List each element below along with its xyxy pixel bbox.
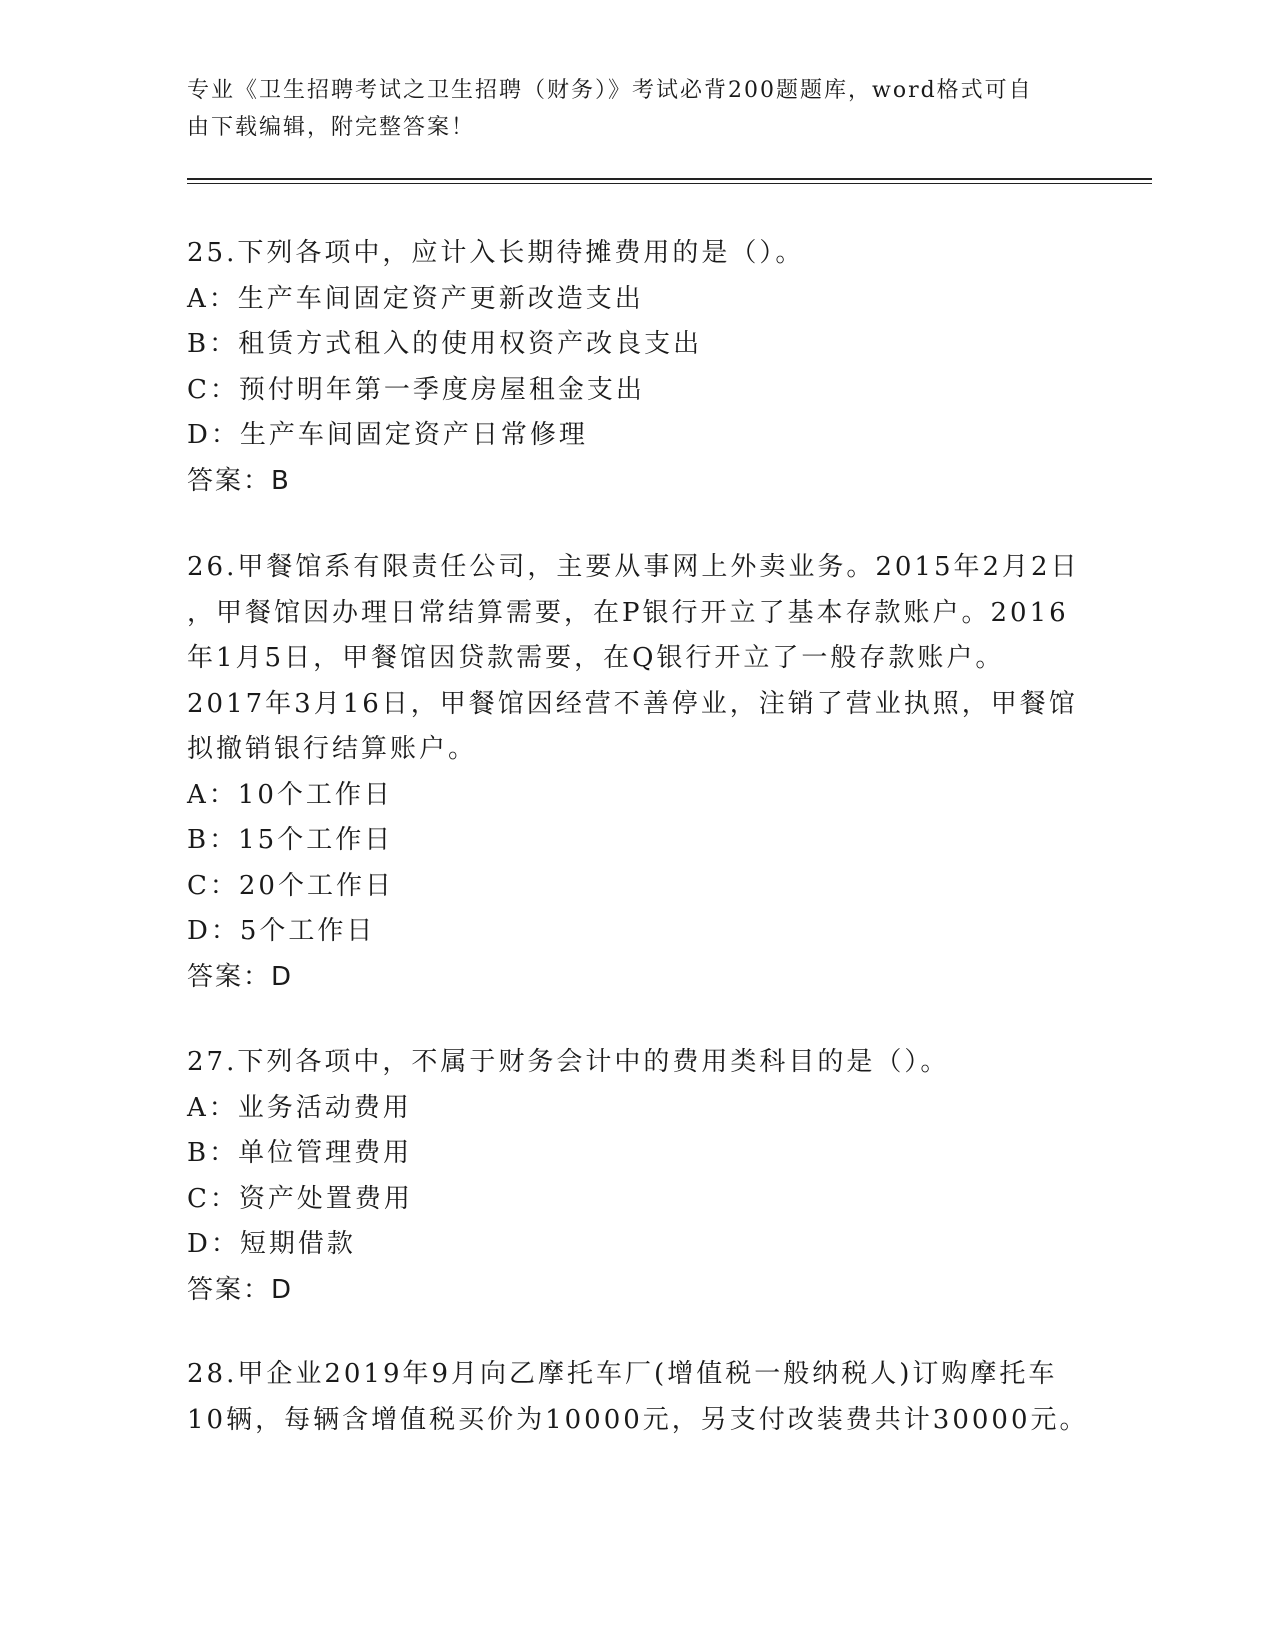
question-stem-line-1: 28.甲企业2019年9月向乙摩托车厂(增值税一般纳税人)订购摩托车	[187, 1359, 1058, 1389]
answer: 答案：B	[187, 465, 291, 496]
header-line-1: 专业《卫生招聘考试之卫生招聘（财务）》考试必背200题题库，word格式可自	[187, 78, 1033, 103]
document-header	[187, 72, 1067, 146]
answer: 答案：D	[187, 961, 294, 992]
header-line-2: 由下载编辑，附完整答案！	[187, 115, 476, 140]
header-divider-thin	[187, 183, 1152, 184]
option-c: C：资产处置费用	[187, 1183, 413, 1214]
question-stem-line-3: 年1月5日，甲餐馆因贷款需要，在Q银行开立了一般存款账户。	[187, 643, 1005, 673]
option-a: A：生产车间固定资产更新改造支出	[187, 283, 644, 314]
answer: 答案：D	[187, 1274, 294, 1305]
question-stem-line-2: 10辆，每辆含增值税买价为10000元，另支付改装费共计30000元。	[187, 1404, 1089, 1435]
question-stem: 25.下列各项中，应计入长期待摊费用的是（）。	[187, 238, 805, 268]
option-c: C：预付明年第一季度房屋租金支出	[187, 374, 645, 405]
option-b: B：租赁方式租入的使用权资产改良支出	[187, 329, 703, 359]
question-stem-line-2: ，甲餐馆因办理日常结算需要，在P银行开立了基本存款账户。2016	[187, 597, 1069, 628]
option-d: D：5个工作日	[187, 916, 376, 946]
question-28	[187, 1352, 1087, 1443]
question-27	[187, 1040, 1087, 1313]
question-26	[187, 545, 1087, 1000]
header-divider-thick	[187, 178, 1152, 180]
question-stem-line-1: 26.甲餐馆系有限责任公司，主要从事网上外卖业务。2015年2月2日	[187, 552, 1080, 582]
option-a: A：业务活动费用	[187, 1092, 412, 1123]
option-d: D：生产车间固定资产日常修理	[187, 420, 588, 450]
option-d: D：短期借款	[187, 1229, 356, 1259]
option-b: B：单位管理费用	[187, 1138, 413, 1168]
question-stem: 27.下列各项中，不属于财务会计中的费用类科目的是（）。	[187, 1047, 950, 1077]
option-a: A：10个工作日	[187, 779, 393, 810]
option-c: C：20个工作日	[187, 870, 394, 901]
option-b: B：15个工作日	[187, 825, 394, 855]
question-stem-line-4: 2017年3月16日，甲餐馆因经营不善停业，注销了营业执照，甲餐馆	[187, 688, 1078, 719]
question-stem-line-5: 拟撤销银行结算账户。	[187, 734, 478, 764]
question-25	[187, 231, 1087, 504]
